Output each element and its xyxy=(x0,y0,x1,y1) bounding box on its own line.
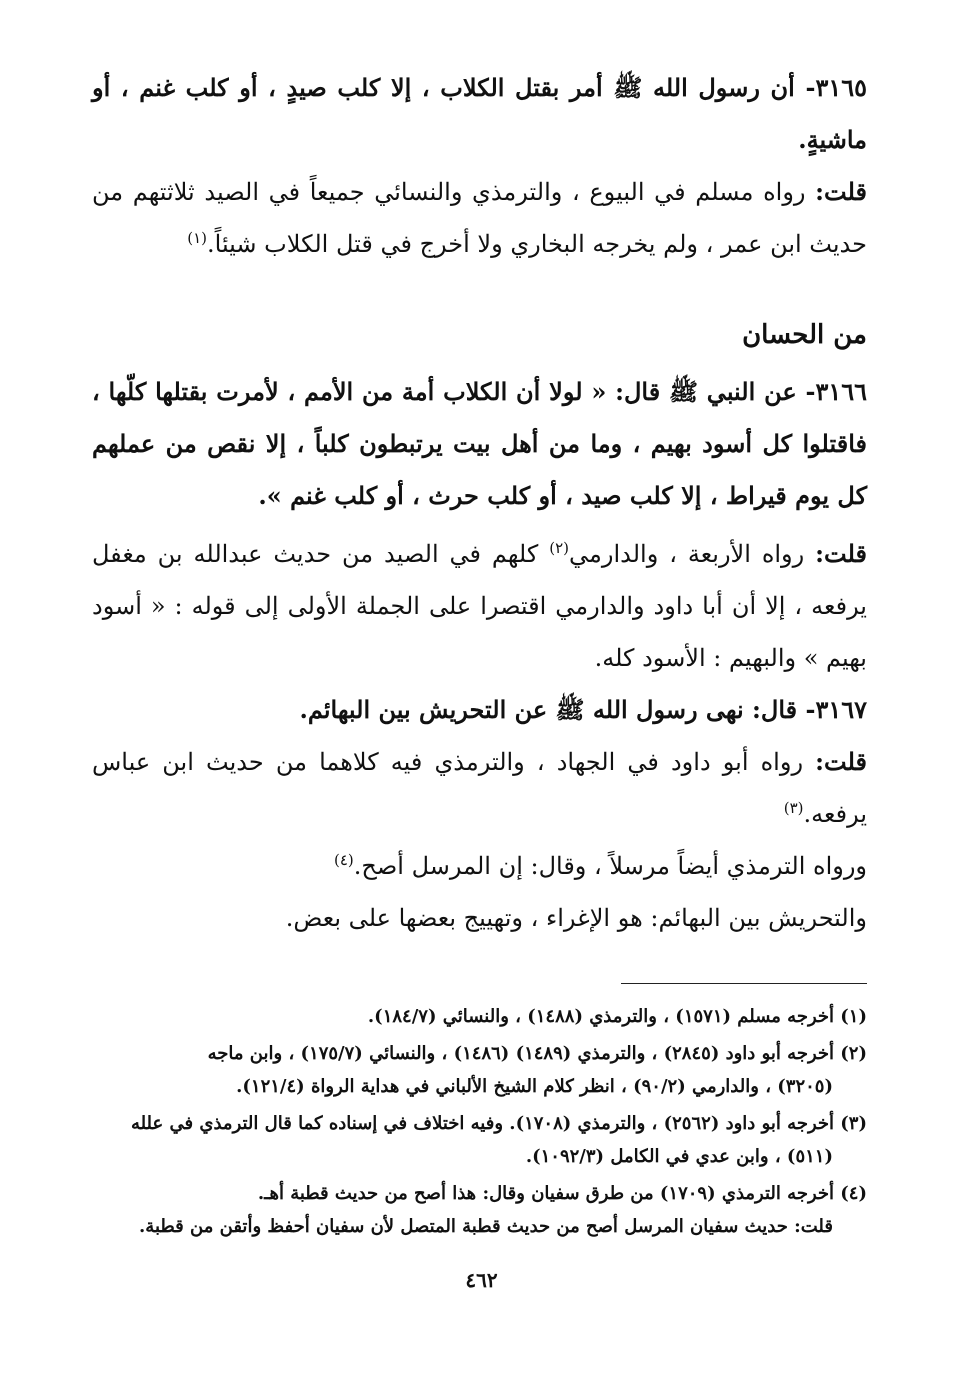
note-3167 xyxy=(92,736,867,840)
footnote-1: (١) أخرجه مسلم (١٥٧١) ، والترمذي (١٤٨٨) ، والنسائي (١٨٤/٧). xyxy=(367,1006,867,1027)
footnote-ref-2[interactable]: (٢) xyxy=(549,539,569,557)
hadith-3165-text: ٣١٦٥- أن رسول الله ﷺ أمر بقتل الكلاب ، إلا كلب صيدٍ ، أو كلب غنم ، أو ماشيةٍ. xyxy=(92,73,867,154)
section-heading xyxy=(92,308,867,362)
note-3165-text: رواه مسلم في البيوع ، والترمذي والنسائي جميعاً في الصيد ثلاثتهم من حديث ابن عمر ، ولم يخرجه البخاري ولا أخرج في قتل الكلاب شيئاً. xyxy=(92,178,867,258)
footnote-3-line1: (٣) أخرجه أبو داود (٢٥٦٢) ، والترمذي (١٧٠٨). وفيه اختلاف في إسناده كما قال الترمذي في علله xyxy=(130,1113,867,1134)
footnote-4-line1: (٤) أخرجه الترمذي (١٧٠٩) من طرق سفيان وقال: هذا أصح من حديث قطبة أهـ. xyxy=(257,1183,867,1204)
hadith-3166 xyxy=(92,366,867,522)
hadith-3167-text: ٣١٦٧- قال: نهى رسول الله ﷺ عن التحريش بين البهائم. xyxy=(299,695,867,724)
footnote-3 xyxy=(92,1107,867,1173)
footnote-4 xyxy=(92,1177,867,1243)
footnote-ref-1[interactable]: (١) xyxy=(187,229,207,247)
footnote-2-line2: (٣٢٠٥) ، والدارمي (٩٠/٢) ، انظر كلام الشيخ الألباني في هداية الرواة (١٢١/٤). xyxy=(236,1076,833,1097)
footnote-3-line2: (٥١١) ، وابن عدي في الكامل (١٠٩٢/٣). xyxy=(525,1146,833,1167)
note-label: قلت: xyxy=(815,539,867,568)
hadith-3167 xyxy=(92,684,867,736)
footnote-separator xyxy=(621,983,867,984)
note-3166-text-b: كلهم في الصيد من حديث عبدالله بن مغفل يرفعه ، إلا أن أبا داود والدارمي اقتصرا على الجملة الأولى إلى قوله : « أسود بهيم » والبهيم : الأسود كله. xyxy=(92,540,867,672)
footnote-2-line1: (٢) أخرجه أبو داود (٢٨٤٥) ، والترمذي (١٤٨٩) (١٤٨٦) ، والنسائي (١٧٥/٧) ، وابن ماجه xyxy=(207,1043,867,1064)
note-3166 xyxy=(92,528,867,684)
footnote-ref-4[interactable]: (٤) xyxy=(333,851,354,869)
note-3165 xyxy=(92,166,867,270)
note-3167-text: رواه أبو داود في الجهاد ، والترمذي فيه كلاهما من حديث ابن عباس يرفعه. xyxy=(92,748,867,828)
page-number: ٤٦٢ xyxy=(465,1268,498,1292)
note-label: قلت: xyxy=(815,177,867,206)
note-3167-line2-text: ورواه الترمذي أيضاً مرسلاً ، وقال: إن المرسل أصح. xyxy=(353,852,867,880)
hadith-3166-text: ٣١٦٦- عن النبي ﷺ قال: « لولا أن الكلاب أمة من الأمم ، لأمرت بقتلها كلّها ، فاقتلوا كل أسود بهيم ، وما من أهل بيت يرتبطون كلباً ، إلا نقص من عملهم كل يوم قيراط ، إلا كلب صيد ، أو كلب حرث ، أو كلب غنم ». xyxy=(92,377,867,510)
footnote-ref-3[interactable]: (٣) xyxy=(783,799,804,817)
note-3167-line2 xyxy=(92,840,867,892)
note-label: قلت: xyxy=(815,747,867,776)
main-text xyxy=(92,62,867,944)
footnotes xyxy=(92,1000,867,1247)
note-3167-line3 xyxy=(92,892,867,944)
footnote-4-line2: قلت: حديث سفيان المرسل أصح من حديث قطبة المتصل لأن سفيان أحفظ وأتقن من قطبة. xyxy=(139,1216,833,1237)
footnote-2 xyxy=(92,1037,867,1103)
hadith-3165 xyxy=(92,62,867,166)
section-title: من الحسان xyxy=(742,320,867,350)
note-3167-line3-text: والتحريش بين البهائم: هو الإغراء ، وتهييج بعضها على بعض. xyxy=(285,904,867,932)
note-3166-text-a: رواه الأربعة ، والدارمي xyxy=(569,540,816,568)
